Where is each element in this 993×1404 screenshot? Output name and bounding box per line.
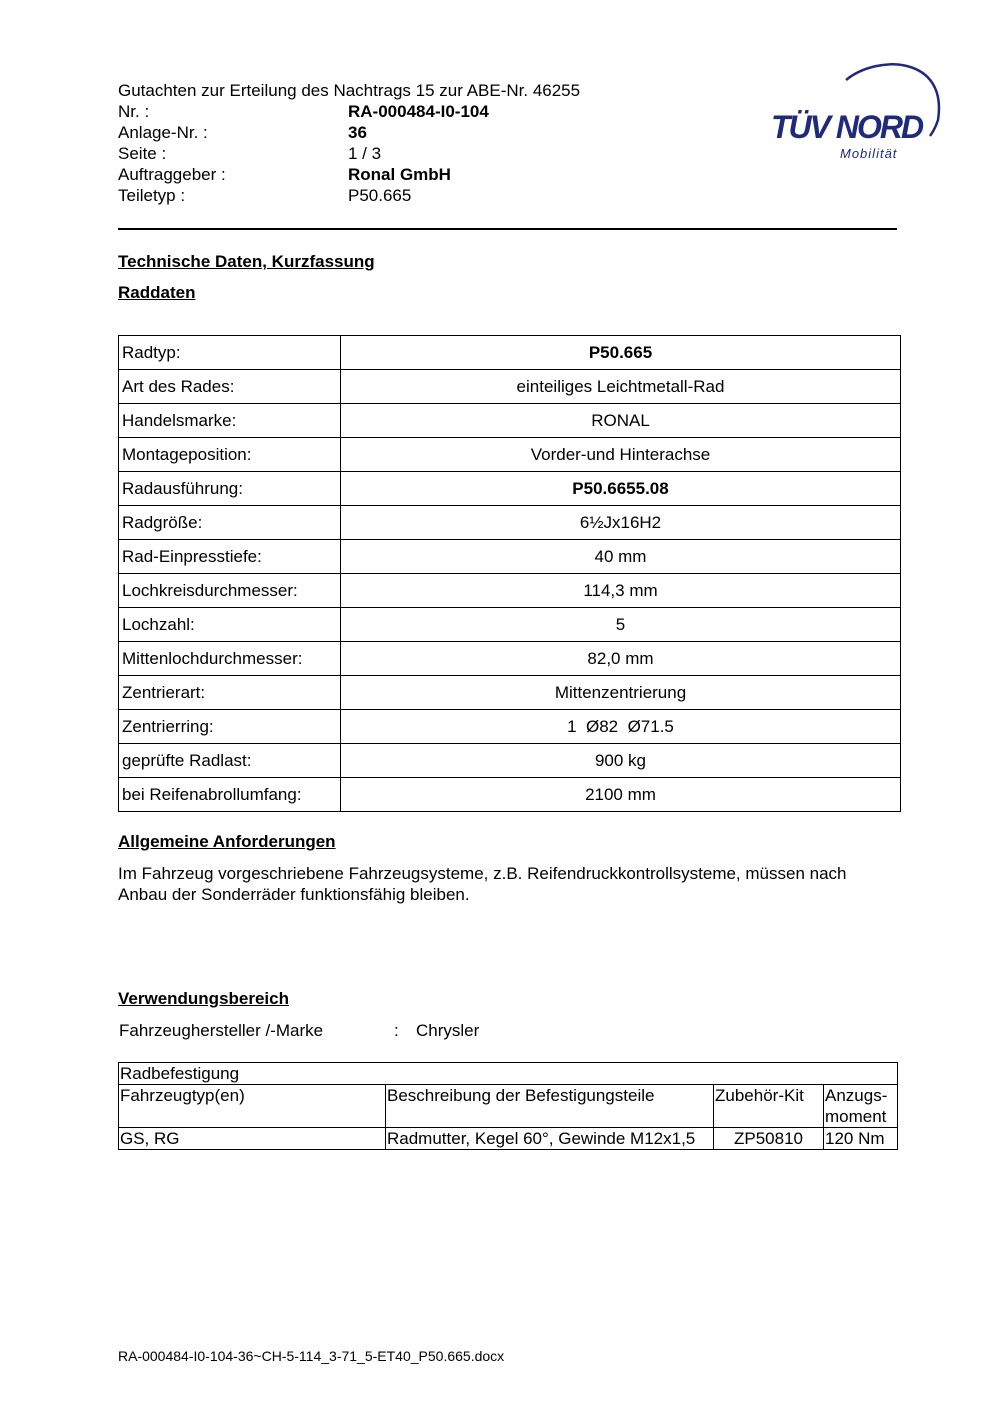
table-row [119,744,901,778]
table-row [119,676,901,710]
document-header [118,80,678,206]
header-row-nr [118,101,678,122]
document-title: Gutachten zur Erteilung des Nachtrags 15 zur ABE-Nr. 46255 [118,81,581,100]
table-row [119,404,901,438]
row-value: 2100 mm [341,778,901,812]
header-row-teiletyp [118,185,678,206]
table-row [119,370,901,404]
footer-filename: RA-000484-I0-104-36~CH-5-114_3-71_5-ET40_P50.665.docx [118,1348,505,1364]
header-row-anlage [118,122,678,143]
column-header: Zubehör-Kit [714,1085,824,1128]
table-row [119,642,901,676]
table-row [119,472,901,506]
row-value: 5 [341,608,901,642]
table-cell: Radmutter, Kegel 60°, Gewinde M12x1,5 [386,1128,714,1150]
table-row [119,778,901,812]
manufacturer-colon: : [394,1021,399,1040]
tuv-nord-logo [768,60,946,170]
table-row [119,506,901,540]
row-value: 82,0 mm [341,642,901,676]
row-label: Zentrierart: [119,676,341,710]
row-value: 114,3 mm [341,574,901,608]
column-header: Beschreibung der Befestigungsteile [386,1085,714,1128]
table-row [119,710,901,744]
row-label: Radtyp: [119,336,341,370]
header-value: P50.665 [348,186,412,205]
header-divider [118,228,897,230]
row-value: 900 kg [341,744,901,778]
header-value: 36 [348,123,367,142]
row-value: P50.6655.08 [341,472,901,506]
table-row [119,608,901,642]
table-row [119,336,901,370]
section-heading-allgemein: Allgemeine Anforderungen [118,832,336,851]
column-header: Anzugs- moment [824,1085,898,1128]
header-label: Seite : [118,144,167,163]
row-label: Art des Rades: [119,370,341,404]
header-label: Anlage-Nr. : [118,123,208,142]
table-cell: ZP50810 [714,1128,824,1150]
header-value: RA-000484-I0-104 [348,102,489,121]
row-value: 1 Ø82 Ø71.5 [341,710,901,744]
section-heading-raddaten: Raddaten [118,283,196,302]
row-value: 6½Jx16H2 [341,506,901,540]
allgemein-paragraph: Im Fahrzeug vorgeschriebene Fahrzeugsysteme, z.B. Reifendruckkontrollsysteme, müssen nach Anbau der Sonderräder funktionsfähig bleiben. [118,864,847,904]
table-cell: 120 Nm [824,1128,898,1150]
row-value: einteiliges Leichtmetall-Rad [341,370,901,404]
header-value: Ronal GmbH [348,165,451,184]
row-label: Zentrierring: [119,710,341,744]
section-heading-verwendung: Verwendungsbereich [118,989,289,1008]
manufacturer-value: Chrysler [416,1021,480,1040]
row-label: Radausführung: [119,472,341,506]
header-label: Nr. : [118,102,150,121]
row-label: Mittenlochdurchmesser: [119,642,341,676]
row-value: Vorder-und Hinterachse [341,438,901,472]
fastening-table [118,1062,898,1150]
header-label: Teiletyp : [118,186,186,205]
logo-subtitle: Mobilität [840,146,898,161]
table-row [119,540,901,574]
header-label: Auftraggeber : [118,165,226,184]
row-label: geprüfte Radlast: [119,744,341,778]
row-label: Montageposition: [119,438,341,472]
row-label: bei Reifenabrollumfang: [119,778,341,812]
table-cell: GS, RG [119,1128,386,1150]
column-header: Fahrzeugtyp(en) [119,1085,386,1128]
header-value: 1 / 3 [348,144,382,163]
row-label: Rad-Einpresstiefe: [119,540,341,574]
logo-wordmark: TÜV NORD [771,109,923,145]
manufacturer-label: Fahrzeughersteller /-Marke [119,1021,324,1040]
header-row-auftraggeber [118,164,678,185]
table-header-row [119,1085,898,1128]
row-value: P50.665 [341,336,901,370]
row-value: 40 mm [341,540,901,574]
row-label: Handelsmarke: [119,404,341,438]
manufacturer-line [119,1021,479,1041]
row-label: Radgröße: [119,506,341,540]
table-row [119,574,901,608]
row-value: RONAL [341,404,901,438]
row-value: Mittenzentrierung [341,676,901,710]
row-label: Lochzahl: [119,608,341,642]
table-row [119,438,901,472]
section-heading-tech: Technische Daten, Kurzfassung [118,252,375,271]
row-label: Lochkreisdurchmesser: [119,574,341,608]
fastening-table-title: Radbefestigung [119,1063,898,1085]
wheel-data-table [118,335,901,812]
table-row [119,1128,898,1150]
table-title-row [119,1063,898,1085]
header-row-seite [118,143,678,164]
